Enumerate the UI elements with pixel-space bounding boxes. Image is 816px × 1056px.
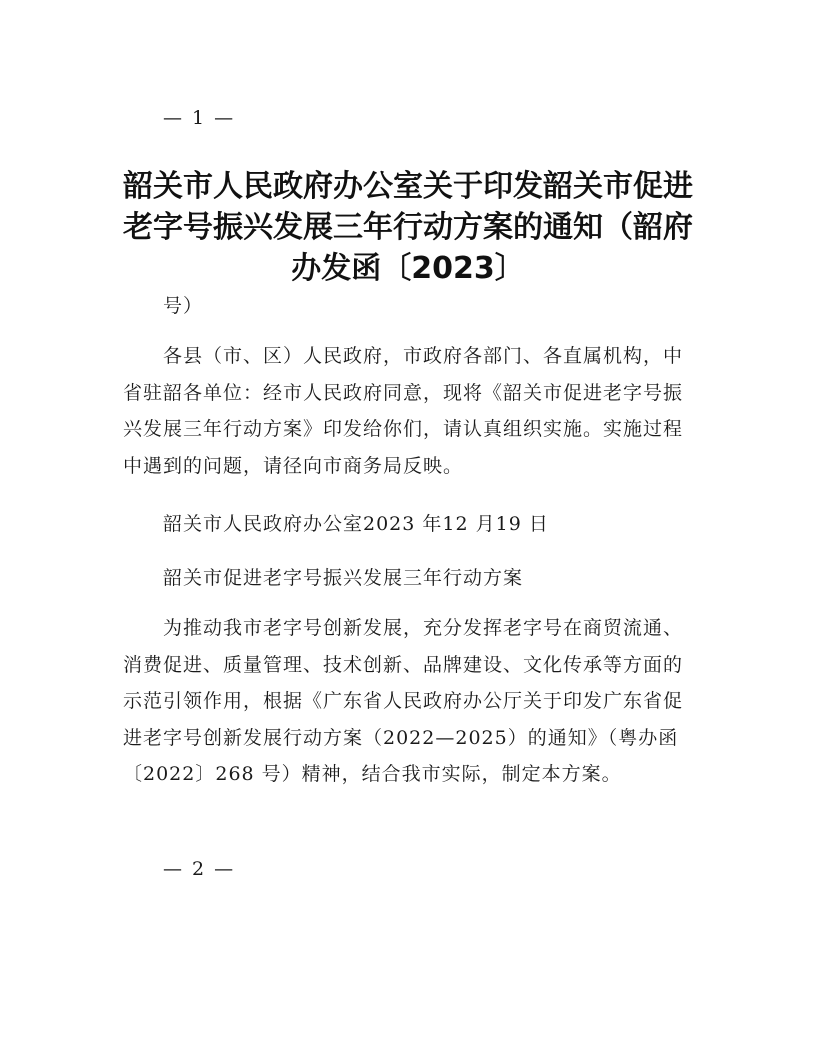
- signer-and-date: 韶关市人民政府办公室2023 年12 月19 日: [163, 513, 549, 535]
- document-title: 韶关市人民政府办公室关于印发韶关市促进老字号振兴发展三年行动方案的通知（韶府办发函〔2023〕: [123, 169, 693, 287]
- intro-paragraph: 为推动我市老字号创新发展，充分发挥老字号在商贸流通、消费促进、质量管理、技术创新、品牌建设、文化传承等方面的示范引领作用，根据《广东省人民政府办公厅关于印发广东省促进老字号创新发展行动方案（2022—2025）的通知》（粤办函〔2022〕268 号）精神，结合我市实际，制定本方案。: [123, 617, 684, 785]
- page-number-top: — 1 —: [163, 107, 236, 129]
- recipients-paragraph: 各县（市、区）人民政府，市政府各部门、各直属机构，中省驻韶各单位：经市人民政府同意，现将《韶关市促进老字号振兴发展三年行动方案》印发给你们，请认真组织实施。实施过程中遇到的问题，请径向市商务局反映。: [123, 345, 684, 477]
- plan-title: 韶关市促进老字号振兴发展三年行动方案: [163, 567, 524, 589]
- title-continuation: 号）: [163, 295, 204, 317]
- page-number-bottom: — 2 —: [163, 858, 236, 880]
